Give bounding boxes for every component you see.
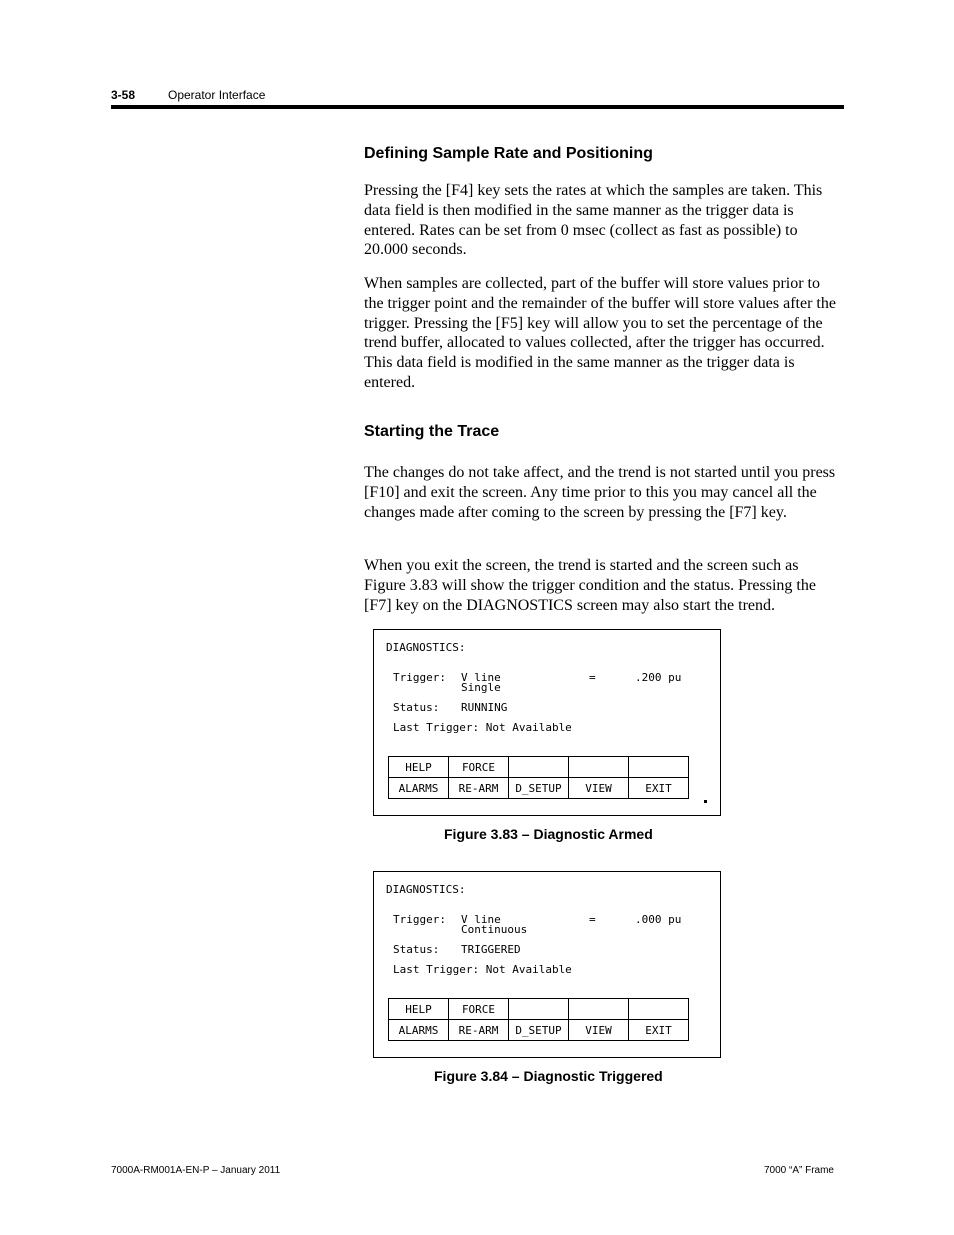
function-key-grid xyxy=(388,998,689,1041)
key-d-setup[interactable]: D_SETUP xyxy=(509,778,569,799)
trigger-signal: V line xyxy=(461,913,501,926)
paragraph-text: When you exit the screen, the trend is started and the screen such as Figure 3.83 will show the trigger condition and the status. Pressing the [F7] key on the DIAGNOSTICS screen may also start the trend. xyxy=(364,557,816,614)
figure-caption: Figure 3.83 – Diagnostic Armed xyxy=(444,826,653,842)
running-header xyxy=(111,88,265,102)
key-re-arm[interactable]: RE-ARM xyxy=(449,1020,509,1041)
cursor-dot xyxy=(704,800,707,803)
key-view[interactable]: VIEW xyxy=(569,1020,629,1041)
key-exit[interactable]: EXIT xyxy=(629,778,689,799)
key-blank[interactable] xyxy=(569,999,629,1020)
key-help[interactable]: HELP xyxy=(389,999,449,1020)
footer-right: 7000 “A” Frame xyxy=(763,1165,834,1176)
key-view[interactable]: VIEW xyxy=(569,778,629,799)
screen-title: DIAGNOSTICS: xyxy=(386,883,466,896)
footer-left: 7000A-RM001A-EN-P – January 2011 xyxy=(111,1165,281,1176)
key-help[interactable]: HELP xyxy=(389,757,449,778)
paragraph-text: When samples are collected, part of the buffer will store values prior to the trigger point and the remainder of the buffer will store values after the trigger. Pressing the [F5] key will allow you to set the percentage of the trend buffer, allocated to values collected, after the trigger has occurred. This data field is modified in the same manner as the trigger data is entered. xyxy=(364,275,836,391)
paragraph xyxy=(364,181,840,260)
paragraph xyxy=(364,274,840,393)
trigger-label: Trigger: xyxy=(393,913,446,926)
trigger-label: Trigger: xyxy=(393,671,446,684)
paragraph xyxy=(364,556,840,615)
key-d-setup[interactable]: D_SETUP xyxy=(509,1020,569,1041)
section-heading xyxy=(364,423,840,441)
diagnostics-screen-triggered xyxy=(373,871,721,1058)
page-number: 3-58 xyxy=(111,88,136,102)
paragraph xyxy=(364,463,840,522)
diagnostics-screen-armed xyxy=(373,629,721,816)
last-trigger: Last Trigger: Not Available xyxy=(393,963,572,976)
status-value: TRIGGERED xyxy=(461,943,521,956)
key-blank[interactable] xyxy=(629,757,689,778)
trigger-operator: = xyxy=(589,671,596,684)
trigger-mode: Continuous xyxy=(461,923,528,936)
status-value: RUNNING xyxy=(461,701,508,714)
paragraph-text: The changes do not take affect, and the trend is not started until you press [F10] and exit the screen. Any time prior to this you may cancel all the changes made after coming to the screen by pressing the [F7] key. xyxy=(364,464,836,521)
key-alarms[interactable]: ALARMS xyxy=(389,778,449,799)
header-rule xyxy=(111,105,844,109)
key-blank[interactable] xyxy=(509,757,569,778)
paragraph-text: Pressing the [F4] key sets the rates at which the samples are taken. This data field is then modified in the same manner as the trigger data is entered. Rates can be set from 0 msec (collect as fast as possible) to 20.000 seconds. xyxy=(364,182,823,259)
figure-caption: Figure 3.84 – Diagnostic Triggered xyxy=(434,1068,663,1084)
key-blank[interactable] xyxy=(629,999,689,1020)
trigger-operator: = xyxy=(589,913,596,926)
key-blank[interactable] xyxy=(509,999,569,1020)
status-label: Status: xyxy=(393,943,440,956)
heading-starting-trace: Starting the Trace xyxy=(364,423,500,440)
screen-title: DIAGNOSTICS: xyxy=(386,641,466,654)
trigger-signal: V line xyxy=(461,671,501,684)
key-blank[interactable] xyxy=(569,757,629,778)
trigger-value: .200 pu xyxy=(635,671,682,684)
section-heading xyxy=(364,145,840,163)
trigger-mode: Single xyxy=(461,681,501,694)
key-force[interactable]: FORCE xyxy=(449,757,509,778)
heading-sample-rate: Defining Sample Rate and Positioning xyxy=(364,145,653,162)
trigger-value: .000 pu xyxy=(635,913,682,926)
key-force[interactable]: FORCE xyxy=(449,999,509,1020)
key-alarms[interactable]: ALARMS xyxy=(389,1020,449,1041)
status-label: Status: xyxy=(393,701,440,714)
key-exit[interactable]: EXIT xyxy=(629,1020,689,1041)
last-trigger: Last Trigger: Not Available xyxy=(393,721,572,734)
key-re-arm[interactable]: RE-ARM xyxy=(449,778,509,799)
section-name: Operator Interface xyxy=(168,88,266,102)
function-key-grid xyxy=(388,756,689,799)
